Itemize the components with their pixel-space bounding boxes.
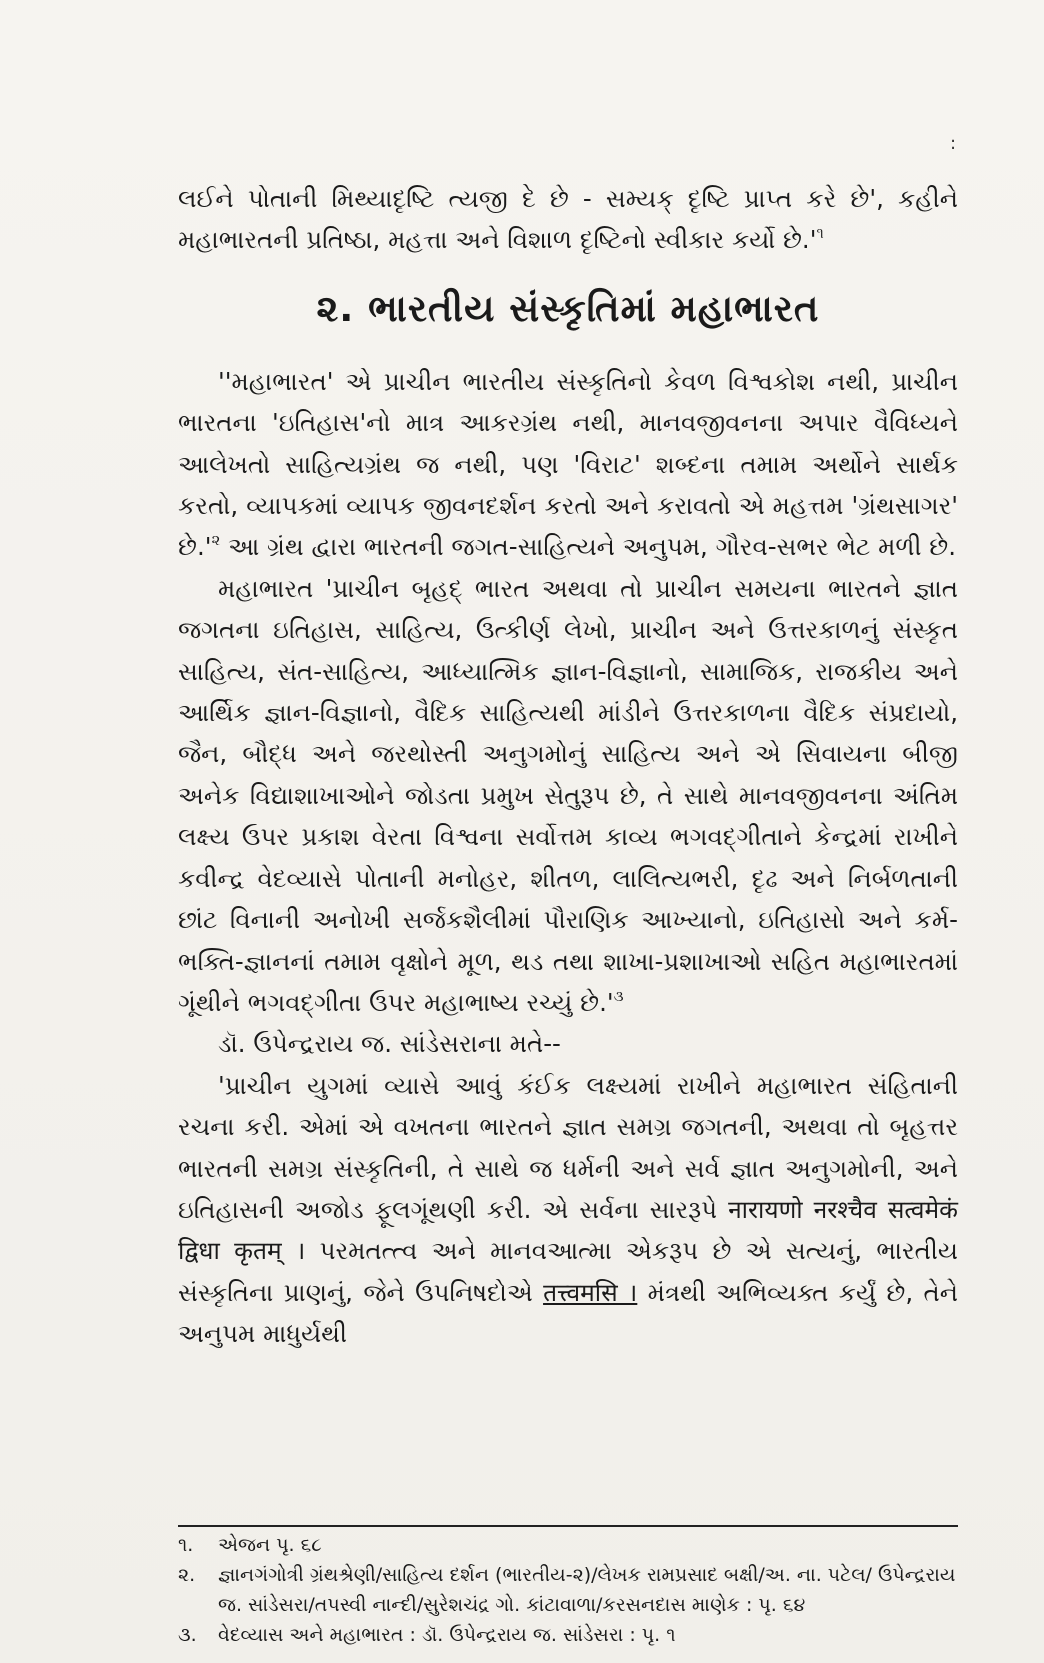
footnote-2: [178, 1560, 958, 1620]
paragraph-mahabharat-bridge: [178, 568, 958, 1023]
footnote-1: [178, 1530, 958, 1560]
footnote-number: ૩.: [178, 1624, 197, 1646]
paragraph-text: પરમતત્ત્વ અને માનવઆત્મા એકરૂપ છે એ સત્યનું, ભારતીય સંસ્કૃતિના પ્રાણનું, જેને ઉપનિષદોએ: [178, 1236, 958, 1307]
intro-text: લઈને પોતાની મિથ્યાદૃષ્ટિ ત્યજી દે છે - સમ્યક્ દૃષ્ટિ પ્રાપ્ત કરે છે', કહીને મહાભારતની પ્રતિષ્ઠા, મહત્તા અને વિશાળ દૃષ્ટિનો સ્વીકાર કર્યો છે.': [178, 184, 958, 255]
footnotes: [178, 1530, 958, 1650]
page-corner-mark: :: [950, 133, 957, 154]
paragraph-text: મહાભારત 'પ્રાચીન બૃહદ્ ભારત અથવા તો પ્રાચીન સમયના ભારતને જ્ઞાત જગતના ઇતિહાસ, સાહિત્ય, ઉત્કીર્ણ લેખો, પ્રાચીન અને ઉત્તરકાળનું સંસ્કૃત સાહિત્ય, સંત-સાહિત્ય, આધ્યાત્મિક જ્ઞાન-વિજ્ઞાનો, સામાજિક, રાજકીય અને આર્થિક જ્ઞાન-વિજ્ઞાનો, વૈદિક સાહિત્યથી માંડીને ઉત્તરકાળના વૈદિક સંપ્રદાયો, જૈન, બૌદ્ધ અને જરથોસ્તી અનુગમોનું સાહિત્ય અને એ સિવાયના બીજી અનેક વિદ્યાશાખાઓને જોડતા પ્રમુખ સેતુરૂપ છે, તે સાથે માનવજીવનના અંતિમ લક્ષ્ય ઉપર પ્રકાશ વેરતા વિશ્વના સર્વોત્તમ કાવ્ય ભગવદ્ગીતાને કેન્દ્રમાં રાખીને કવીન્દ્ર વેદવ્યાસે પોતાની મનોહર, શીતળ, લાલિત્યભરી, દૃઢ અને નિર્બળતાની છાંટ વિનાની અનોખી સર્જકશૈલીમાં પૌરાણિક આખ્યાનો, ઇતિહાસો અને કર્મ-ભક્તિ-જ્ઞાનનાં તમામ વૃક્ષોને મૂળ, થડ તથા શાખા-પ્રશાખાઓ સહિત મહાભારતમાં ગૂંથીને ભગવદ્ગીતા ઉપર મહાભાષ્ય રચ્યું છે.': [178, 573, 958, 1017]
footnote-number: ૧.: [178, 1534, 194, 1556]
footnote-ref-3: ૩: [613, 986, 624, 1005]
paragraph-text: ''મહાભારત' એ પ્રાચીન ભારતીય સંસ્કૃતિનો કેવળ વિશ્વકોશ નથી, પ્રાચીન ભારતના 'ઇતિહાસ'નો માત્ર આકરગ્રંથ નથી, માનવજીવનના અપાર વૈવિધ્યને આલેખતો સાહિત્યગ્રંથ જ નથી, પણ 'વિરાટ' શબ્દના તમામ અર્થોને સાર્થક કરતો, વ્યાપકમાં વ્યાપક જીવનદર્શન કરતો અને કરાવતો એ મહત્તમ 'ગ્રંથસાગર' છે.': [178, 366, 958, 562]
section-heading: ૨. ભારતીય સંસ્કૃતિમાં મહાભારત: [316, 286, 820, 330]
footnote-text: એજન પૃ. ૬૮: [218, 1534, 322, 1556]
paragraph-sandesara-quote: [178, 1065, 958, 1355]
paragraph-text: મંત્રથી અભિવ્યક્ત કર્યું છે, તેને અનુપમ માધુર્યથી: [178, 1277, 958, 1349]
page-content: [178, 178, 958, 1355]
intro-paragraph: [178, 178, 958, 261]
footnote-divider: [178, 1525, 958, 1527]
paragraph-mahabharat-encyclopedia: [178, 361, 958, 568]
paragraph-text: 'પ્રાચીન યુગમાં વ્યાસે આવું કંઈક લક્ષ્યમાં રાખીને મહાભારત સંહિતાની રચના કરી. એમાં એ વખતના ભારતને જ્ઞાત સમગ્ર જગતની, અથવા તો બૃહત્તર ભારતની સમગ્ર સંસ્કૃતિની, તે સાથે જ ધર્મની અને સર્વ જ્ઞાત અનુગમોની, અને ઇતિહાસની અજોડ ફૂલગૂંથણી કરી. એ સર્વના સારરૂપે: [178, 1070, 958, 1224]
sanskrit-verse: नारायणो नरश्चैव सत्वमेकं द्विधा कृतम् ।: [178, 1194, 958, 1266]
footnote-ref-2: ૨: [211, 531, 221, 550]
footnote-3: [178, 1620, 958, 1650]
footnote-text: જ્ઞાનગંગોત્રી ગ્રંથશ્રેણી/સાહિત્ય દર્શન (ભારતીય-૨)/લેખક રામપ્રસાદ બક્ષી/અ. ના. પટેલ/ ઉપેન્દ્રરાય જ. સાંડેસરા/તપસ્વી નાન્દી/સુરેશચંદ્ર ગો. કાંટાવાળા/કરસનદાસ માણેક : પૃ. ૬૪: [218, 1564, 956, 1616]
sanskrit-mahavakya: तत्त्वमसि ।: [543, 1277, 638, 1307]
paragraph-sandesara-intro: [178, 1023, 958, 1064]
footnote-number: ૨.: [178, 1564, 196, 1586]
paragraph-text: ડૉ. ઉપેન્દ્રરાય જ. સાંડેસરાના મતે--: [218, 1029, 561, 1059]
footnote-text: વેદવ્યાસ અને મહાભારત : ડૉ. ઉપેન્દ્રરાય જ. સાંડેસરા : પૃ. ૧: [218, 1624, 676, 1646]
footnote-ref-1: ૧: [816, 224, 824, 243]
paragraph-text: આ ગ્રંથ દ્વારા ભારતની જગત-સાહિત્યને અનુપમ, ગૌરવ-સભર ભેટ મળી છે.: [220, 532, 957, 562]
